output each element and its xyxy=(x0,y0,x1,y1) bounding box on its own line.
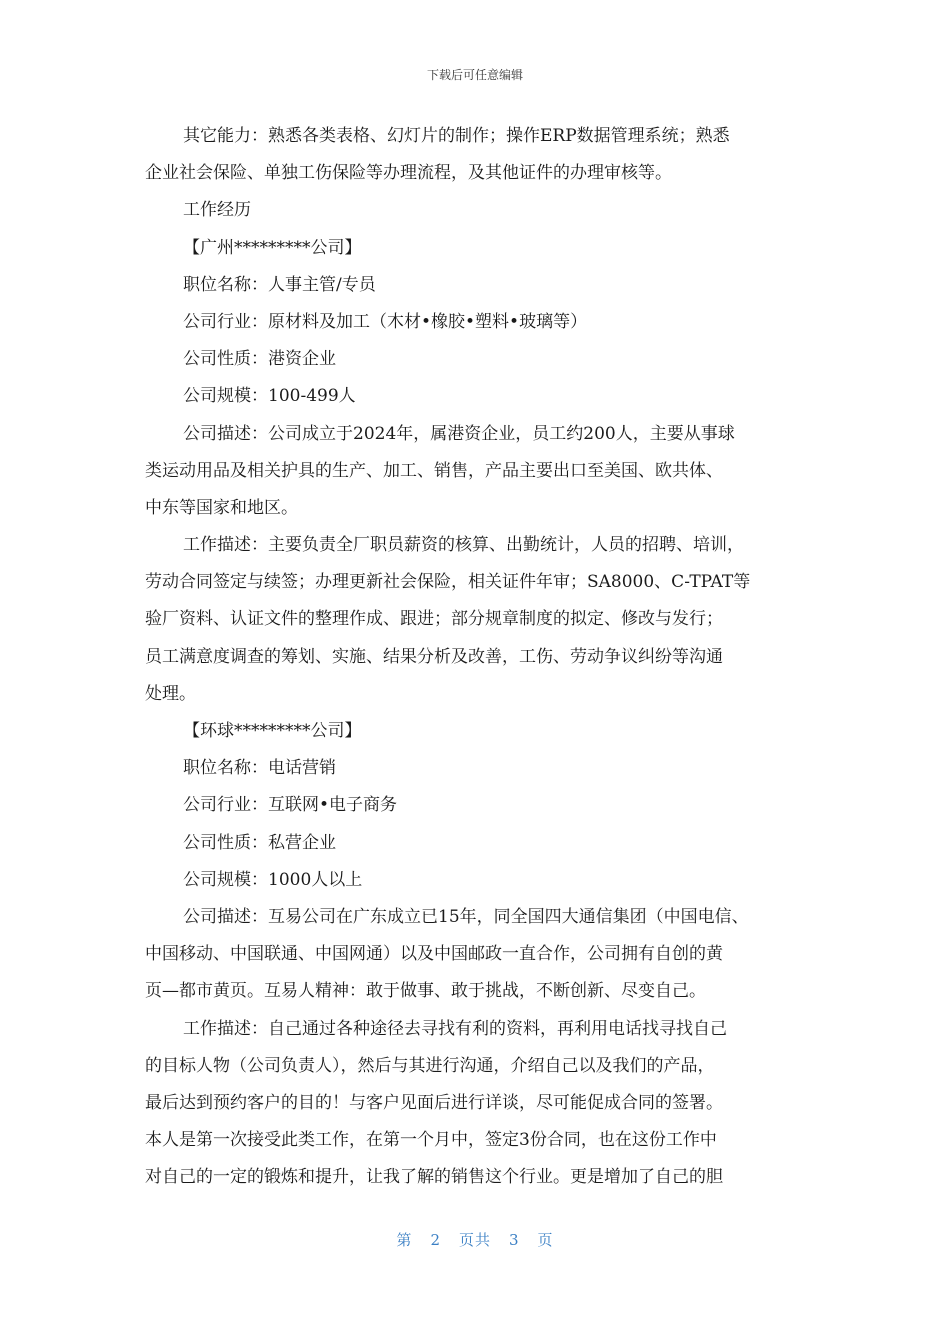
text-line: 公司行业：原材料及加工（木材•橡胶•塑料•玻璃等） xyxy=(183,311,588,332)
text-line: 企业社会保险、单独工伤保险等办理流程，及其他证件的办理审核等。 xyxy=(145,163,672,184)
footer-current-page: 2 xyxy=(430,1231,441,1249)
footer-label-page: 第 xyxy=(396,1231,413,1249)
footer-label-of: 页共 xyxy=(458,1231,491,1249)
text-line: 工作描述：主要负责全厂职员薪资的核算、出勤统计，人员的招聘、培训， xyxy=(183,535,744,556)
document-body xyxy=(145,118,810,1196)
text-line: 公司性质：港资企业 xyxy=(183,349,336,370)
text-line: 工作描述：自己通过各种途径去寻找有利的资料，再利用电话找寻找自己 xyxy=(183,1018,727,1039)
text-line: 中东等国家和地区。 xyxy=(145,497,298,518)
text-line: 最后达到预约客户的目的！与客户见面后进行详谈，尽可能促成合同的签署。 xyxy=(145,1092,723,1113)
text-line: 中国移动、中国联通、中国网通）以及中国邮政一直合作，公司拥有自创的黄 xyxy=(145,944,723,965)
text-line: 类运动用品及相关护具的生产、加工、销售，产品主要出口至美国、欧共体、 xyxy=(145,460,723,481)
footer-total-pages: 3 xyxy=(509,1231,520,1249)
text-line: 公司规模：100-499人 xyxy=(183,386,356,407)
text-line: 劳动合同签定与续签；办理更新社会保险，相关证件年审；SA8000、C-TPAT等 xyxy=(145,572,751,593)
text-line: 的目标人物（公司负责人），然后与其进行沟通，介绍自己以及我们的产品， xyxy=(145,1055,715,1076)
text-line: 职位名称：电话营销 xyxy=(183,758,336,779)
text-line: 【环球*********公司】 xyxy=(183,721,362,741)
text-line: 验厂资料、认证文件的整理作成、跟进；部分规章制度的拟定、修改与发行； xyxy=(145,609,723,630)
text-line: 其它能力：熟悉各类表格、幻灯片的制作；操作ERP数据管理系统；熟悉 xyxy=(183,126,730,146)
text-line: 工作经历 xyxy=(183,200,251,221)
footer-label-end: 页 xyxy=(537,1231,554,1249)
text-line: 公司描述：互易公司在广东成立已15年，同全国四大通信集团（中国电信、 xyxy=(183,906,749,927)
text-line: 页—都市黄页。互易人精神：敢于做事、敢于挑战，不断创新、尽变自己。 xyxy=(145,981,706,1002)
text-line: 【广州*********公司】 xyxy=(183,237,362,258)
text-line: 公司行业：互联网•电子商务 xyxy=(183,795,398,816)
page-header: 下载后可任意编辑 xyxy=(426,68,523,82)
text-line: 员工满意度调查的筹划、实施、结果分析及改善，工伤、劳动争议纠纷等沟通 xyxy=(145,646,723,667)
text-line: 职位名称：人事主管/专员 xyxy=(183,274,376,295)
text-line: 公司描述：公司成立于2024年，属港资企业，员工约200人，主要从事球 xyxy=(183,423,735,444)
page-footer xyxy=(0,1229,950,1250)
text-line: 处理。 xyxy=(145,683,196,704)
text-line: 公司性质：私营企业 xyxy=(183,832,336,853)
text-line: 对自己的一定的锻炼和提升，让我了解的销售这个行业。更是增加了自己的胆 xyxy=(145,1167,723,1188)
text-line: 本人是第一次接受此类工作，在第一个月中，签定3份合同，也在这份工作中 xyxy=(145,1130,717,1151)
text-line: 公司规模：1000人以上 xyxy=(183,869,363,890)
